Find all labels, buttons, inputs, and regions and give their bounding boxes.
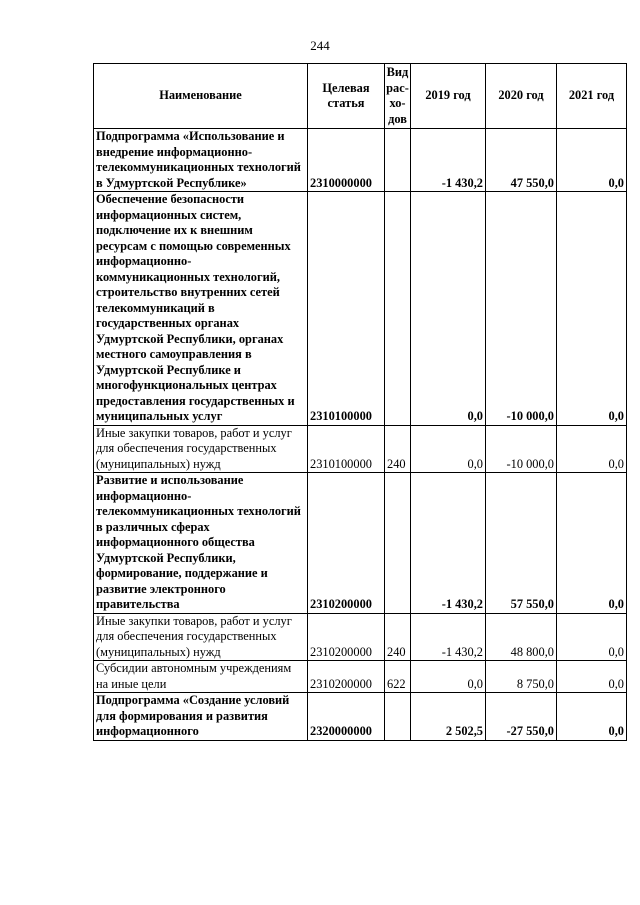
header-2020: 2020 год [486, 64, 557, 129]
row-name: Иные закупки товаров, работ и услуг для обеспечения государственных (муниципальных) нужд [94, 425, 308, 473]
row-value-2020: 8 750,0 [486, 661, 557, 693]
row-expense-kind [385, 129, 411, 192]
table-row [94, 192, 627, 426]
row-value-2020: 48 800,0 [486, 613, 557, 661]
row-target-article: 2310000000 [308, 129, 385, 192]
header-expense-kind-line-3: хо- [389, 96, 406, 110]
header-expense-kind-line-2: рас- [386, 80, 409, 95]
header-target-article-line-1: Целевая [322, 80, 370, 95]
row-value-2019: -1 430,2 [411, 613, 486, 661]
row-value-2019: 2 502,5 [411, 693, 486, 741]
row-expense-kind: 240 [385, 613, 411, 661]
row-value-2021: 0,0 [557, 473, 627, 614]
header-target-article [308, 64, 385, 129]
row-value-2020: -10 000,0 [486, 425, 557, 473]
row-value-2021: 0,0 [557, 693, 627, 741]
row-value-2019: -1 430,2 [411, 473, 486, 614]
header-2021: 2021 год [557, 64, 627, 129]
row-target-article: 2310100000 [308, 192, 385, 426]
row-name: Субсидии автономным учреждениям на иные цели [94, 661, 308, 693]
row-value-2019: 0,0 [411, 425, 486, 473]
table-row [94, 473, 627, 614]
header-expense-kind [385, 64, 411, 129]
row-expense-kind: 622 [385, 661, 411, 693]
table-row [94, 129, 627, 192]
table-row [94, 613, 627, 661]
row-name: Развитие и использование информационно-телекоммуникационных технологий в различных сферах информационного общества Удмуртской Республики, формирование, поддержание и развитие электронного правительства [94, 473, 308, 614]
row-expense-kind [385, 693, 411, 741]
row-value-2019: -1 430,2 [411, 129, 486, 192]
row-target-article: 2320000000 [308, 693, 385, 741]
page-number: 244 [310, 38, 330, 53]
row-value-2021: 0,0 [557, 425, 627, 473]
row-value-2020: -27 550,0 [486, 693, 557, 741]
table-header-row [94, 64, 627, 129]
row-value-2019: 0,0 [411, 192, 486, 426]
row-name: Обеспечение безопасности информационных систем, подключение их к внешним ресурсам с помощью современных информационно-коммуникационных технологий, строительство внутренних сетей телекоммуникаций в государственных органах Удмуртской Республики, органах местного самоуправления в Удмуртской Республике и многофункциональных центрах предоставления государственных и муниципальных услуг [94, 192, 308, 426]
row-value-2020: 47 550,0 [486, 129, 557, 192]
header-expense-kind-line-1: Вид [386, 65, 409, 79]
table-row [94, 661, 627, 693]
row-expense-kind: 240 [385, 425, 411, 473]
row-name: Подпрограмма «Создание условий для формирования и развития информационного [94, 693, 308, 741]
row-target-article: 2310200000 [308, 613, 385, 661]
row-expense-kind [385, 192, 411, 426]
row-value-2021: 0,0 [557, 129, 627, 192]
row-value-2020: 57 550,0 [486, 473, 557, 614]
row-value-2021: 0,0 [557, 613, 627, 661]
header-target-article-line-2: статья [327, 96, 365, 110]
row-value-2020: -10 000,0 [486, 192, 557, 426]
table-row [94, 693, 627, 741]
row-target-article: 2310100000 [308, 425, 385, 473]
row-target-article: 2310200000 [308, 661, 385, 693]
row-name: Иные закупки товаров, работ и услуг для обеспечения государственных (муниципальных) нужд [94, 613, 308, 661]
header-expense-kind-line-4: дов [388, 111, 407, 126]
header-2019: 2019 год [411, 64, 486, 129]
row-target-article: 2310200000 [308, 473, 385, 614]
row-value-2021: 0,0 [557, 661, 627, 693]
header-name: Наименование [94, 64, 308, 129]
row-value-2021: 0,0 [557, 192, 627, 426]
row-expense-kind [385, 473, 411, 614]
table-row [94, 425, 627, 473]
row-name: Подпрограмма «Использование и внедрение информационно-телекоммуникационных технологий в Удмуртской Республике» [94, 129, 308, 192]
budget-table [93, 63, 627, 741]
row-value-2019: 0,0 [411, 661, 486, 693]
